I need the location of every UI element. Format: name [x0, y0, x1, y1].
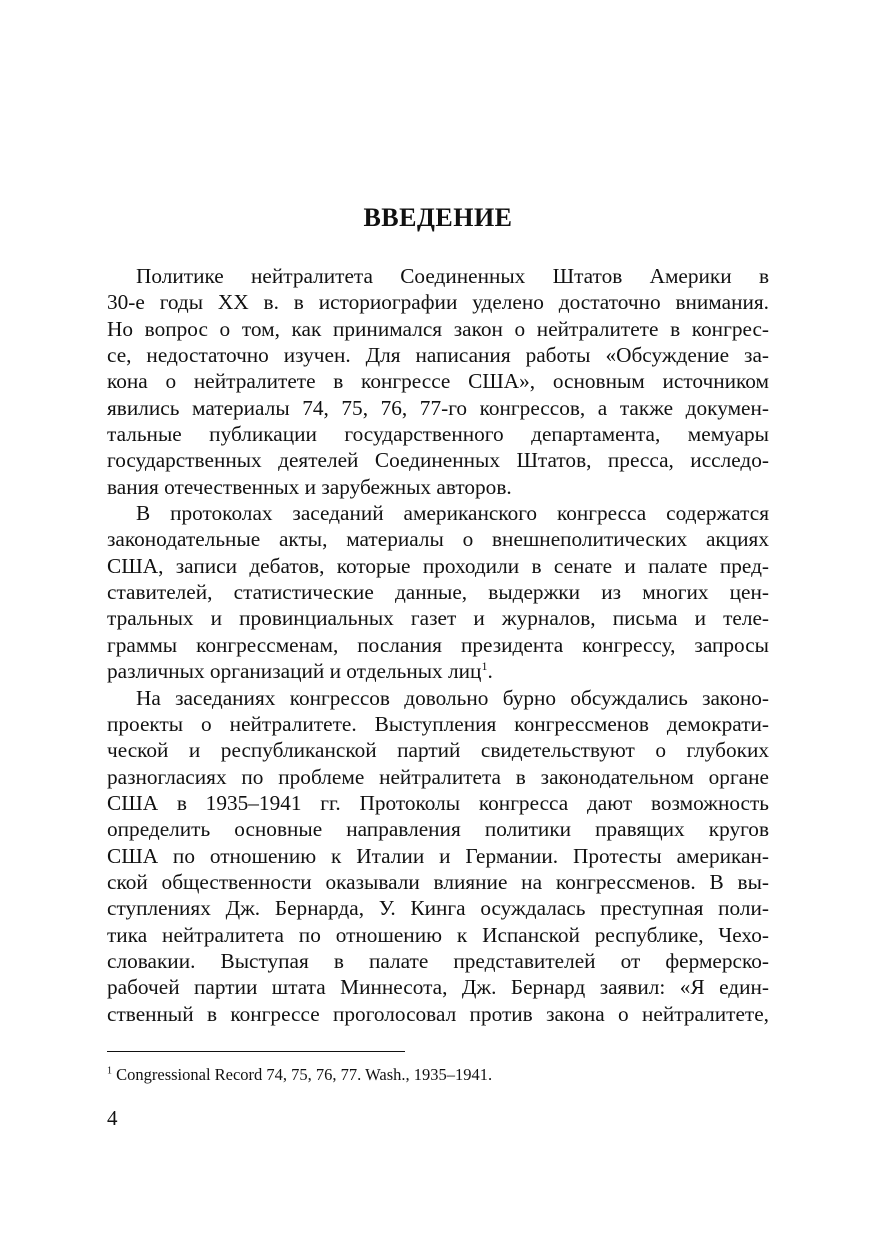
text-line: тика нейтралитета по отношению к Испанской республике, Чехо- [107, 922, 769, 947]
text-line: ственный в конгрессе проголосовал против закона о нейтралитете, [107, 1001, 769, 1026]
text-line: США по отношению к Италии и Германии. Протесты американ- [107, 843, 769, 868]
text-line: разногласиях по проблеме нейтралитета в законодательном органе [107, 764, 769, 789]
text-line: ступлениях Дж. Бернарда, У. Кинга осуждалась преступная поли- [107, 896, 769, 921]
text-line: Но вопрос о том, как принимался закон о нейтралитете в конгрес- [107, 316, 769, 341]
text-line: Политике нейтралитета Соединенных Штатов Америки в [136, 264, 769, 288]
text-line: тральных и провинциальных газет и журналов, письма и теле- [107, 606, 769, 631]
text-line [107, 658, 769, 684]
text-line: определить основные направления политики правящих кругов [107, 817, 769, 842]
text-line: ставителей, статистические данные, выдержки из многих цен- [107, 580, 769, 605]
footnote [107, 1065, 492, 1085]
text-line: явились материалы 74, 75, 76, 77-го конгрессов, а также докумен- [107, 395, 769, 420]
text-line: государственных деятелей Соединенных Штатов, пресса, исследо- [107, 448, 769, 473]
text-line: В протоколах заседаний американского конгресса содержатся [136, 501, 769, 526]
text-line: 30-е годы XX в. в историографии уделено достаточно внимания. [107, 290, 769, 315]
text-line-content: различных организаций и отдельных лиц [107, 659, 482, 684]
text-line: рабочей партии штата Миннесота, Дж. Бернард заявил: «Я един- [107, 975, 769, 1000]
page-number: 4 [107, 1106, 118, 1130]
text-line: вания отечественных и зарубежных авторов. [107, 474, 512, 499]
text-line: проекты о нейтралитете. Выступления конгрессменов демократи- [107, 711, 769, 736]
footnote-text: Congressional Record 74, 75, 76, 77. Wash., 1935–1941. [116, 1065, 493, 1084]
paragraph-3 [107, 685, 769, 1027]
footnote-divider [107, 1051, 405, 1052]
text-line: США, записи дебатов, которые проходили в сенате и палате пред- [107, 553, 769, 578]
text-line: США в 1935–1941 гг. Протоколы конгресса дают возможность [107, 790, 769, 815]
text-line: законодательные акты, материалы о внешнеполитических акциях [107, 527, 769, 552]
body-text [107, 263, 769, 1027]
text-line-tail: . [487, 659, 493, 684]
text-line: На заседаниях конгрессов довольно бурно обсуждались законо- [136, 685, 769, 710]
paragraph-1 [107, 263, 769, 500]
chapter-heading: ВВЕДЕНИЕ [363, 203, 513, 232]
text-line: ческой и республиканской партий свидетельствуют о глубоких [107, 738, 769, 763]
text-line: тальные публикации государственного департамента, мемуары [107, 422, 769, 447]
footnote-reference[interactable]: 1 [481, 659, 488, 674]
text-line: граммы конгрессменам, послания президента конгрессу, запросы [107, 632, 769, 657]
text-line: се, недостаточно изучен. Для написания работы «Обсуждение за- [107, 343, 769, 368]
text-line: кона о нейтралитете в конгрессе США», основным источником [107, 369, 769, 394]
paragraph-2 [107, 500, 769, 684]
text-line: ской общественности оказывали влияние на конгрессменов. В вы- [107, 869, 769, 894]
text-line: словакии. Выступая в палате представителей от фермерско- [107, 948, 769, 973]
footnote-marker: 1 [107, 1065, 112, 1077]
